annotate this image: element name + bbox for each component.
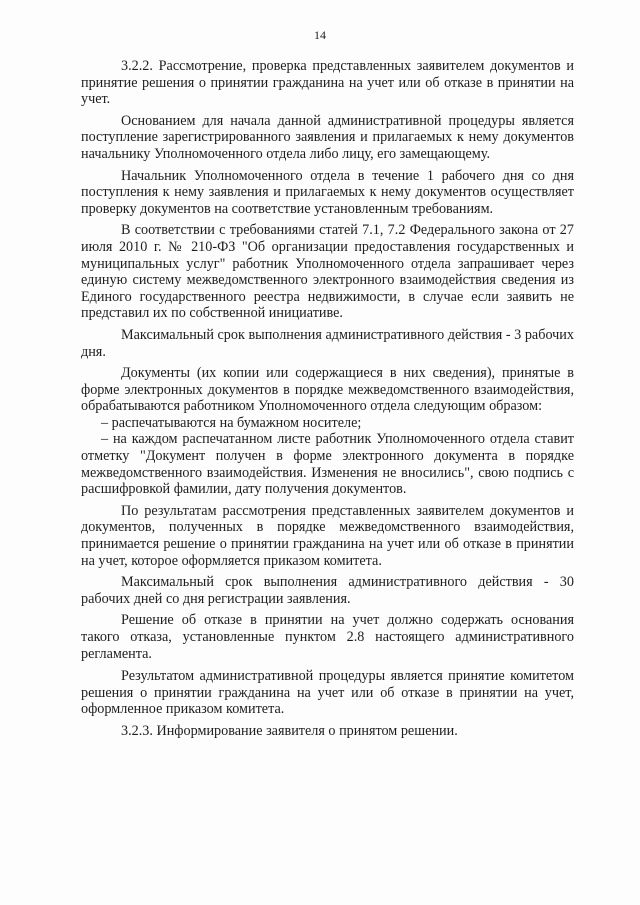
list-item-mark: – на каждом распечатанном листе работник Уполномоченного отдела ставит отметку "Документ получен в форме электронного документа в порядке межведомственного взаимодействия. Изменения не вносились", свою подпись с расшифровкой фамилии, дату получения документов.: [81, 431, 574, 498]
paragraph-max-term-3-days: Максимальный срок выполнения административного действия - 3 рабочих дня.: [81, 326, 574, 360]
paragraph-decision: По результатам рассмотрения представленных заявителем документов и документов, полученных в порядке межведомственного взаимодействия, принимается решение о принятии гражданина на учет или об отказе в принятии на учет, которое оформляется приказом комитета.: [81, 502, 574, 569]
section-heading-3-2-2: 3.2.2. Рассмотрение, проверка представленных заявителем документов и принятие решения о принятии гражданина на учет или об отказе в принятии на учет.: [81, 58, 574, 108]
paragraph-electronic-documents: Документы (их копии или содержащиеся в них сведения), принятые в форме электронных документов в порядке межведомственного взаимодействия, обрабатываются работником Уполномоченного отдела следующим образом:: [81, 365, 574, 415]
paragraph-interagency-request: В соответствии с требованиями статей 7.1, 7.2 Федерального закона от 27 июля 2010 г. № 210-ФЗ "Об организации предоставления государственных и муниципальных услуг" работник Уполномоченного отдела запрашивает через единую систему межведомственного электронного взаимодействия сведения из Единого государственного реестра недвижимости, в случае если заявить не представил их по собственной инициативе.: [81, 222, 574, 322]
section-heading-3-2-3: 3.2.3. Информирование заявителя о принятом решении.: [121, 722, 458, 739]
list-item-print: – распечатываются на бумажном носителе;: [101, 414, 362, 431]
paragraph-document-check: Начальник Уполномоченного отдела в течение 1 рабочего дня со дня поступления к нему заявления и прилагаемых к нему документов осуществляет проверку документов на соответствие установленным требованиям.: [81, 167, 574, 217]
paragraph-refusal-grounds: Решение об отказе в принятии на учет должно содержать основания такого отказа, установленные пунктом 2.8 настоящего административного регламента.: [81, 612, 574, 662]
paragraph-procedure-result: Результатом административной процедуры является принятие комитетом решения о принятии гражданина на учет или об отказе в принятии на учет, оформленное приказом комитета.: [81, 668, 574, 718]
paragraph-procedure-basis: Основанием для начала данной административной процедуры является поступление зарегистрированного заявления и прилагаемых к нему документов начальнику Уполномоченного отдела либо лицу, его замещающему.: [81, 112, 574, 162]
page-number: 14: [314, 28, 326, 42]
document-body: [81, 58, 574, 740]
paragraph-max-term-30-days: Максимальный срок выполнения административного действия - 30 рабочих дней со дня регистрации заявления.: [81, 574, 574, 607]
